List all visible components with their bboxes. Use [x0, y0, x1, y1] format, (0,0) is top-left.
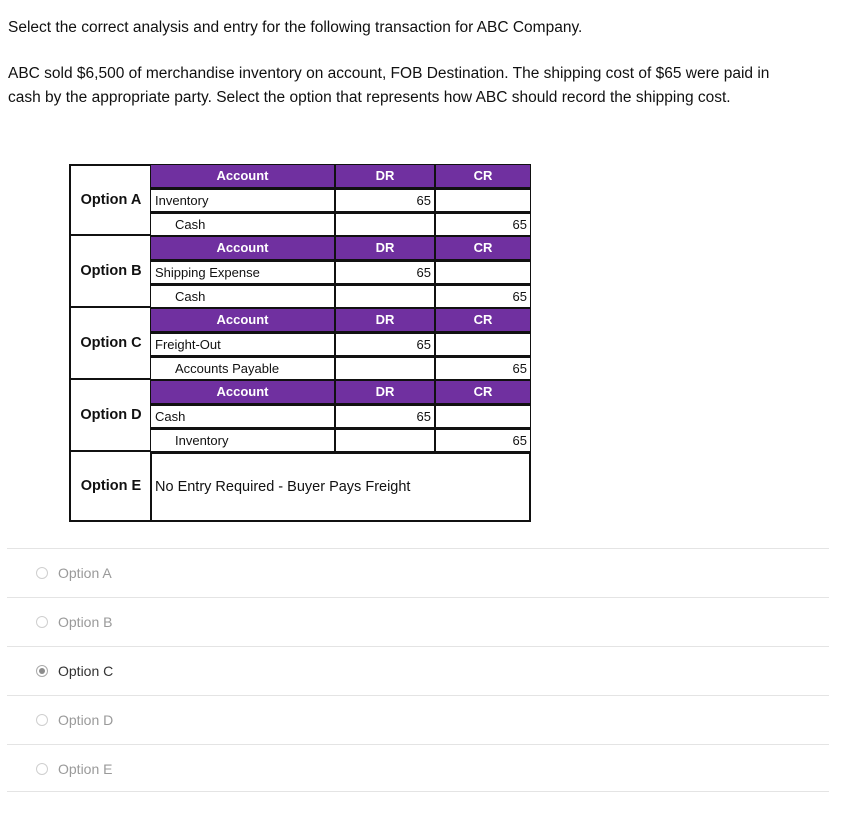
choice-option-b[interactable]: [7, 597, 829, 645]
dr-header: DR: [335, 164, 435, 188]
empty-cell: [435, 188, 531, 212]
choice-label: Option A: [58, 564, 112, 581]
empty-cell: [435, 260, 531, 284]
question-scenario: ABC sold $6,500 of merchandise inventory on account, FOB Destination. The shipping cost of $65 were paid in cash by the appropriate party. Select the option that represents how ABC should record the shipping cost.: [8, 65, 770, 106]
credit-account: Cash: [150, 212, 335, 236]
choice-option-d[interactable]: [7, 695, 829, 743]
credit-account: Inventory: [150, 428, 335, 452]
empty-cell: [335, 212, 435, 236]
option-e-label: Option E: [69, 452, 151, 522]
empty-cell: [335, 428, 435, 452]
credit-amount: 65: [435, 212, 531, 236]
debit-account: Cash: [150, 404, 335, 428]
empty-cell: [335, 284, 435, 308]
dr-header: DR: [335, 236, 435, 260]
option-e-text: No Entry Required - Buyer Pays Freight: [150, 452, 531, 522]
choice-label: Option B: [58, 613, 113, 630]
account-header: Account: [150, 380, 335, 404]
debit-account: Inventory: [150, 188, 335, 212]
empty-cell: [435, 404, 531, 428]
divider: [7, 791, 829, 792]
empty-cell: [435, 332, 531, 356]
debit-amount: 65: [335, 260, 435, 284]
choice-label: Option D: [58, 711, 114, 728]
radio-button[interactable]: [36, 763, 48, 775]
question-prompt: Select the correct analysis and entry for the following transaction for ABC Company.: [8, 19, 583, 36]
account-header: Account: [150, 308, 335, 332]
debit-account: Shipping Expense: [150, 260, 335, 284]
radio-button[interactable]: [36, 567, 48, 579]
radio-button-selected[interactable]: [36, 665, 48, 677]
credit-amount: 65: [435, 356, 531, 380]
option-a-label: Option A: [69, 164, 151, 236]
debit-account: Freight-Out: [150, 332, 335, 356]
empty-cell: [335, 356, 435, 380]
debit-amount: 65: [335, 332, 435, 356]
radio-button[interactable]: [36, 714, 48, 726]
choice-option-c[interactable]: [7, 646, 829, 694]
cr-header: CR: [435, 308, 531, 332]
choice-option-e[interactable]: [7, 744, 829, 792]
choice-option-a[interactable]: [7, 548, 829, 596]
debit-amount: 65: [335, 188, 435, 212]
account-header: Account: [150, 236, 335, 260]
choice-label: Option E: [58, 760, 113, 777]
credit-account: Cash: [150, 284, 335, 308]
account-header: Account: [150, 164, 335, 188]
option-b-label: Option B: [69, 236, 151, 308]
cr-header: CR: [435, 164, 531, 188]
credit-account: Accounts Payable: [150, 356, 335, 380]
cr-header: CR: [435, 380, 531, 404]
cr-header: CR: [435, 236, 531, 260]
journal-entry-table: [69, 164, 531, 522]
radio-button[interactable]: [36, 616, 48, 628]
choice-label: Option C: [58, 662, 114, 679]
debit-amount: 65: [335, 404, 435, 428]
option-c-label: Option C: [69, 308, 151, 380]
dr-header: DR: [335, 380, 435, 404]
dr-header: DR: [335, 308, 435, 332]
credit-amount: 65: [435, 428, 531, 452]
option-d-label: Option D: [69, 380, 151, 452]
credit-amount: 65: [435, 284, 531, 308]
